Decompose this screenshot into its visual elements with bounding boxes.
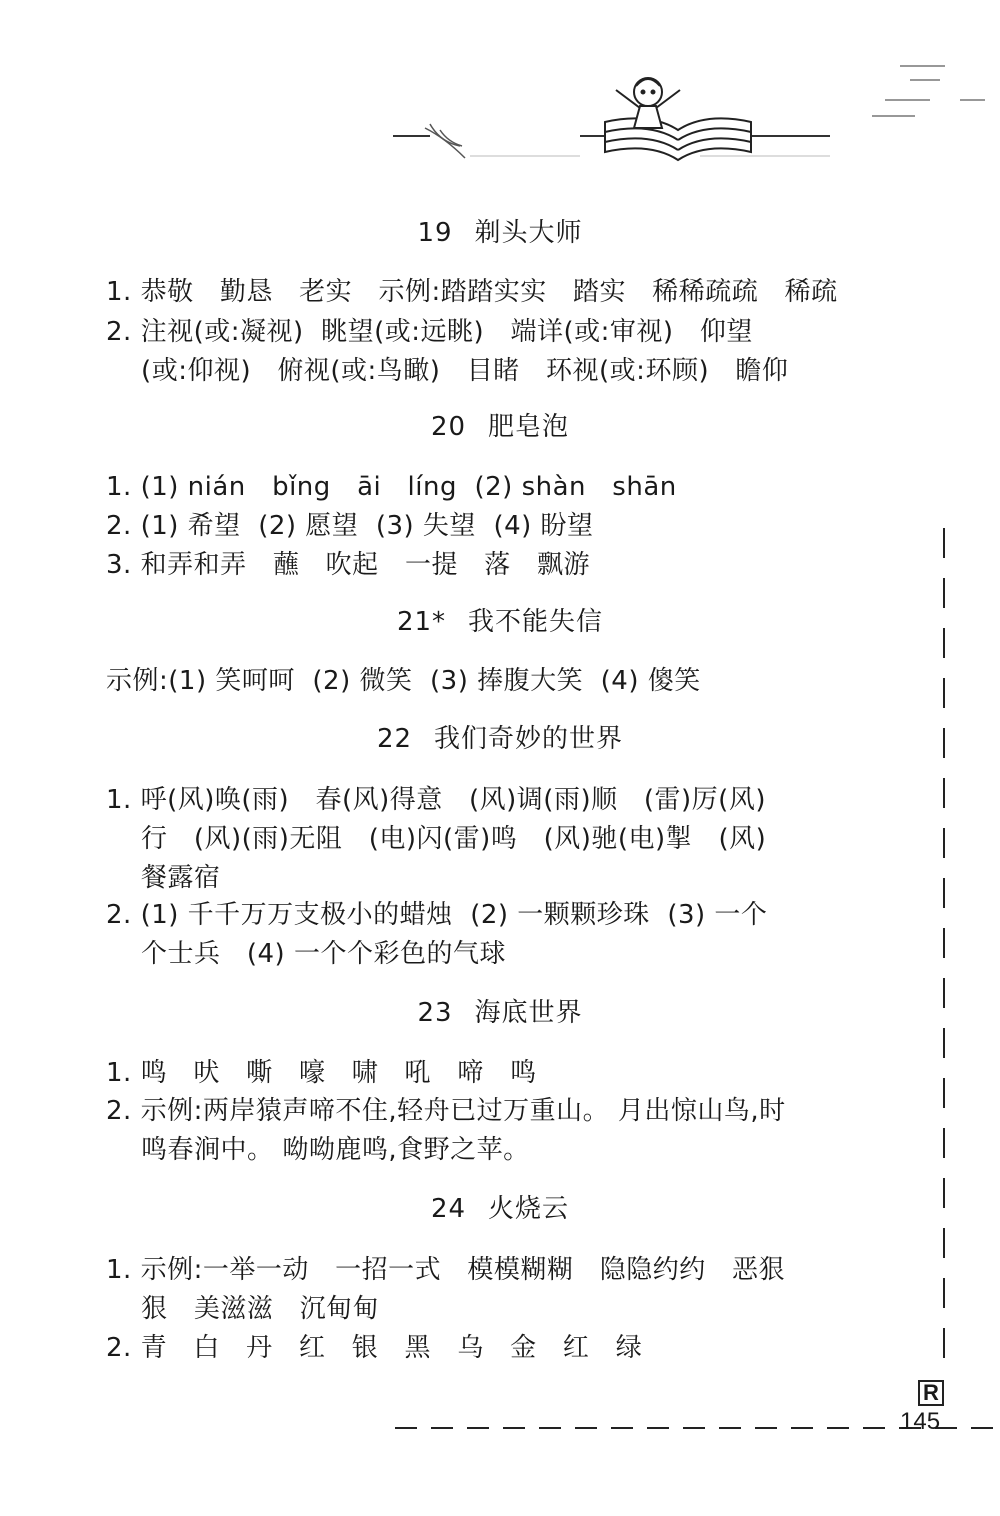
section-title [0, 410, 1000, 444]
answer-line: 个士兵 (4) 一个个彩色的气球 [106, 939, 506, 969]
answer-line: 1. 呼(风)唤(雨) 春(风)得意 (风)调(雨)顺 (雷)厉(风) [106, 785, 766, 815]
answer-line: 2. 注视(或:凝视) 眺望(或:远眺) 端详(或:审视) 仰望 [106, 317, 753, 347]
section-number: 22 [376, 724, 413, 754]
section-name: 我们奇妙的世界 [434, 724, 624, 754]
answer-line: 行 (风)(雨)无阻 (电)闪(雷)鸣 (风)驰(电)掣 (风) [106, 824, 767, 854]
section-title [0, 722, 1000, 756]
section-number: 24 [430, 1194, 467, 1224]
section-title [0, 1192, 1000, 1226]
feather-icon [425, 124, 465, 158]
answer-line: 餐露宿 [106, 863, 221, 893]
section-name: 海底世界 [474, 998, 583, 1028]
section-name: 火烧云 [488, 1194, 570, 1224]
section-name: 剃头大师 [474, 218, 583, 248]
answer-line: 1. 恭敬 勤恳 老实 示例:踏踏实实 踏实 稀稀疏疏 稀疏 [106, 277, 838, 307]
answer-line: 1. 示例:一举一动 一招一式 模模糊糊 隐隐约约 恶狠 [106, 1255, 786, 1285]
answer-line: 3. 和弄和弄 蘸 吹起 一提 落 飘游 [106, 550, 591, 580]
answer-line: (或:仰视) 俯视(或:鸟瞰) 目睹 环视(或:环顾) 瞻仰 [106, 356, 789, 386]
answer-line: 2. (1) 希望 (2) 愿望 (3) 失望 (4) 盼望 [106, 511, 594, 541]
answer-line: 1. 鸣 吠 嘶 嚎 啸 吼 啼 鸣 [106, 1058, 537, 1088]
section-number: 20 [430, 412, 467, 442]
open-book-icon [605, 118, 751, 160]
sparkle-marks [872, 66, 985, 116]
answer-line: 鸣春涧中。 呦呦鹿鸣,食野之苹。 [106, 1135, 530, 1165]
answer-line: 示例:(1) 笑呵呵 (2) 微笑 (3) 捧腹大笑 (4) 傻笑 [106, 666, 701, 696]
answer-line: 2. 示例:两岸猿声啼不住,轻舟已过万重山。 月出惊山鸟,时 [106, 1096, 786, 1126]
section-title [0, 996, 1000, 1030]
right-dashed-margin [942, 528, 946, 1378]
section-title [0, 605, 1000, 639]
answer-line: 1. (1) nián bǐng āi líng (2) shàn shān [106, 472, 677, 502]
section-title [0, 216, 1000, 250]
page-number: 145 [900, 1408, 941, 1435]
section-name: 肥皂泡 [488, 412, 570, 442]
header-illustration [0, 0, 1000, 190]
edition-badge: R [918, 1380, 944, 1406]
section-name: 我不能失信 [468, 607, 604, 637]
section-number: 23 [417, 998, 453, 1028]
answer-line: 2. 青 白 丹 红 银 黑 乌 金 红 绿 [106, 1333, 643, 1363]
section-number: 19 [417, 218, 453, 248]
section-number: 21* [396, 607, 447, 637]
answer-line: 2. (1) 千千万万支极小的蜡烛 (2) 一颗颗珍珠 (3) 一个 [106, 900, 768, 930]
answer-line: 狠 美滋滋 沉甸甸 [106, 1294, 380, 1324]
